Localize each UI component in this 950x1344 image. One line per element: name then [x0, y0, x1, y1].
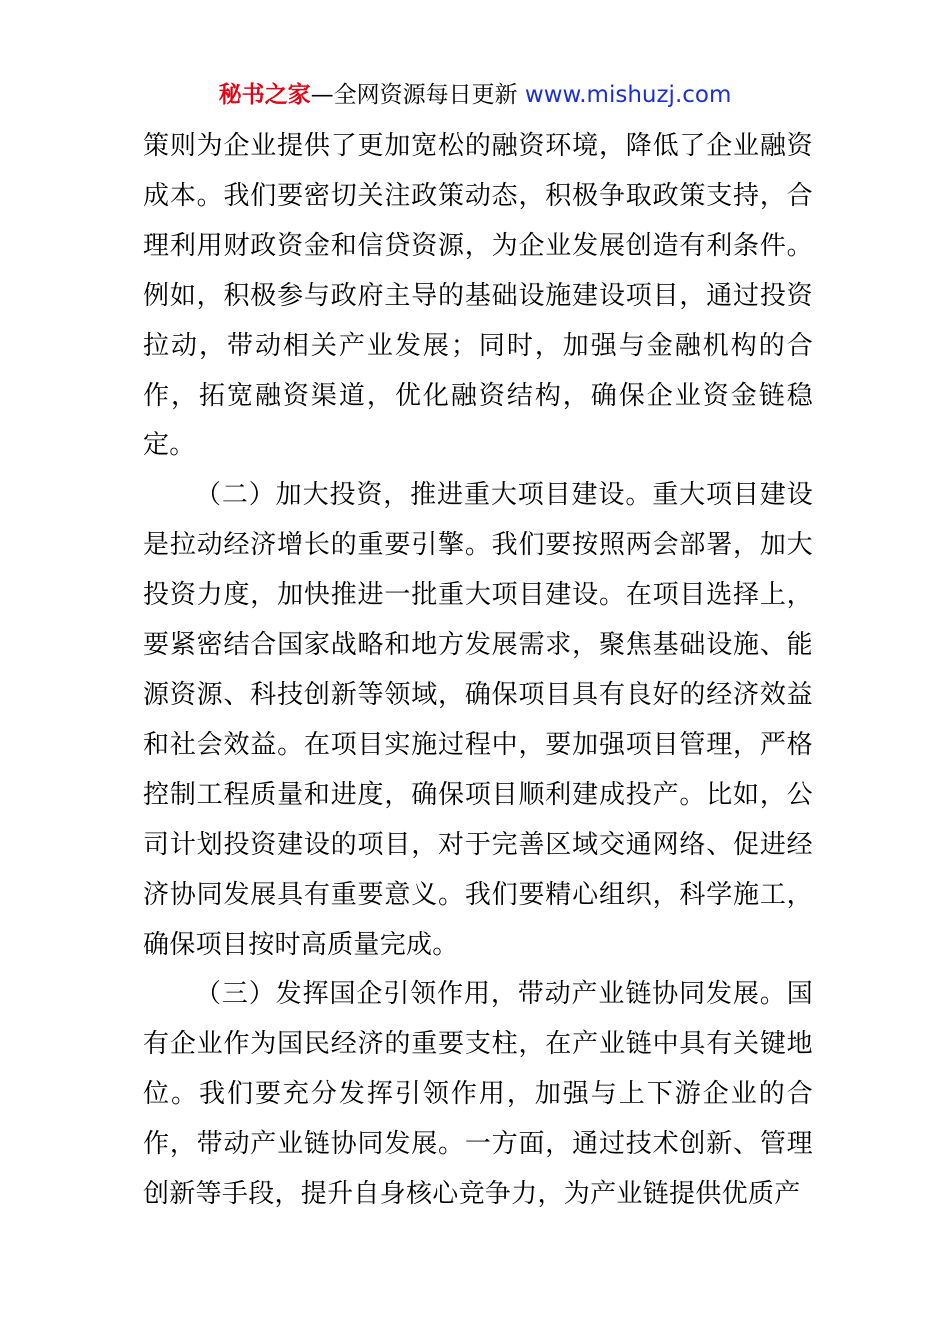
paragraph-continuation: 策则为企业提供了更加宽松的融资环境，降低了企业融资成本。我们要密切关注政策动态，积极争取政策支持，合理利用财政资金和信贷资源，为企业发展创造有利条件。例如，积极参与政府主导的基础设施建设项目，通过投资拉动，带动相关产业发展；同时，加强与金融机构的合作，拓宽融资渠道，优化融资结构，确保企业资金链稳定。 [143, 131, 813, 461]
header-url-link[interactable]: www.mishuzj.com [524, 82, 732, 108]
paragraph-section-three: （三）发挥国企引领作用，带动产业链协同发展。国有企业作为国民经济的重要支柱，在产业链中具有关键地位。我们要充分发挥引领作用，加强与上下游企业的合作，带动产业链协同发展。一方面，通过技术创新、管理创新等手段，提升自身核心竞争力，为产业链提供优质产 [143, 979, 813, 1210]
paragraph-section-two: （二）加大投资，推进重大项目建设。重大项目建设是拉动经济增长的重要引擎。我们要按照两会部署，加大投资力度，加快推进一批重大项目建设。在项目选择上，要紧密结合国家战略和地方发展需求，聚焦基础设施、能源资源、科技创新等领域，确保项目具有良好的经济效益和社会效益。在项目实施过程中，要加强项目管理，严格控制工程质量和进度，确保项目顺利建成投产。比如，公司计划投资建设的项目，对于完善区域交通网络、促进经济协同发展具有重要意义。我们要精心组织，科学施工，确保项目按时高质量完成。 [143, 480, 813, 960]
page-header [0, 78, 950, 112]
header-tagline: —全网资源每日更新 [310, 82, 525, 108]
document-body [143, 122, 813, 1220]
header-brand: 秘书之家 [218, 82, 311, 108]
